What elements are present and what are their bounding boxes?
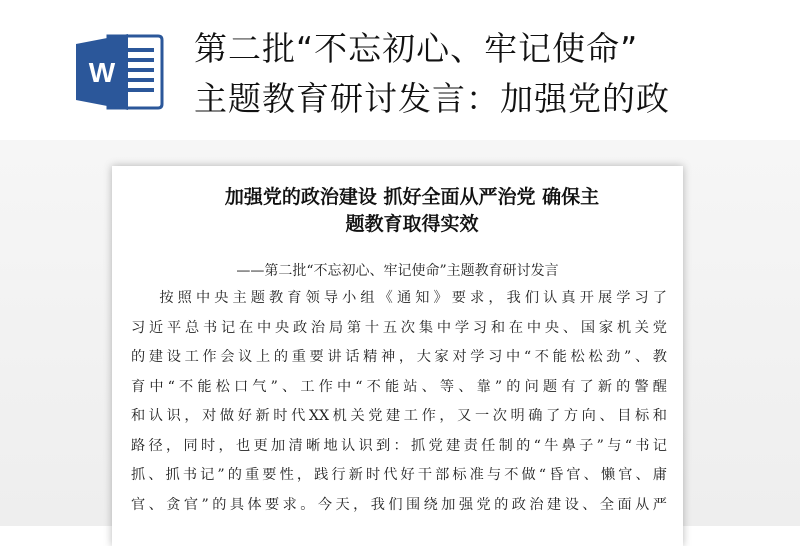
word-icon xyxy=(74,30,166,114)
body-line: 育中“不能松口气”、工作中“不能站、等、靠”的问题有了新的警醒 xyxy=(131,378,667,395)
document-page xyxy=(112,166,683,546)
body-line: 官、贪官”的具体要求。今天，我们围绕加强党的政治建设、全面从严 xyxy=(131,496,667,513)
body-line: 路径，同时，也更加清晰地认识到：抓党建责任制的“牛鼻子”与“书记 xyxy=(131,437,667,454)
word-icon-letter: W xyxy=(88,57,116,88)
header xyxy=(0,0,800,140)
body-paragraph xyxy=(131,284,667,520)
body-line: 按照中央主题教育领导小组《通知》要求，我们认真开展学习了 xyxy=(159,290,667,306)
document-subtitle: ——第二批“不忘初心、牢记使命”主题教育研讨发言 xyxy=(236,263,559,279)
body-line: 的建设工作会议上的重要讲话精神，大家对学习中“不能松松劲”、教 xyxy=(131,349,667,365)
body-line: 和认识，对做好新时代XX机关党建工作，又一次明确了方向、目标和 xyxy=(131,408,667,424)
body-line: 习近平总书记在中央政治局第十五次集中学习和在中央、国家机关党 xyxy=(131,319,667,336)
page-title: 第二批“不忘初心、牢记使命” 主题教育研讨发言：加强党的政 xyxy=(194,29,670,118)
body-line: 抓、抓书记”的重要性，践行新时代好干部标准与不做“昏官、懒官、庸 xyxy=(131,467,667,483)
document-title: 加强党的政治建设 抓好全面从严治党 确保主 题教育取得实效 xyxy=(224,186,600,235)
